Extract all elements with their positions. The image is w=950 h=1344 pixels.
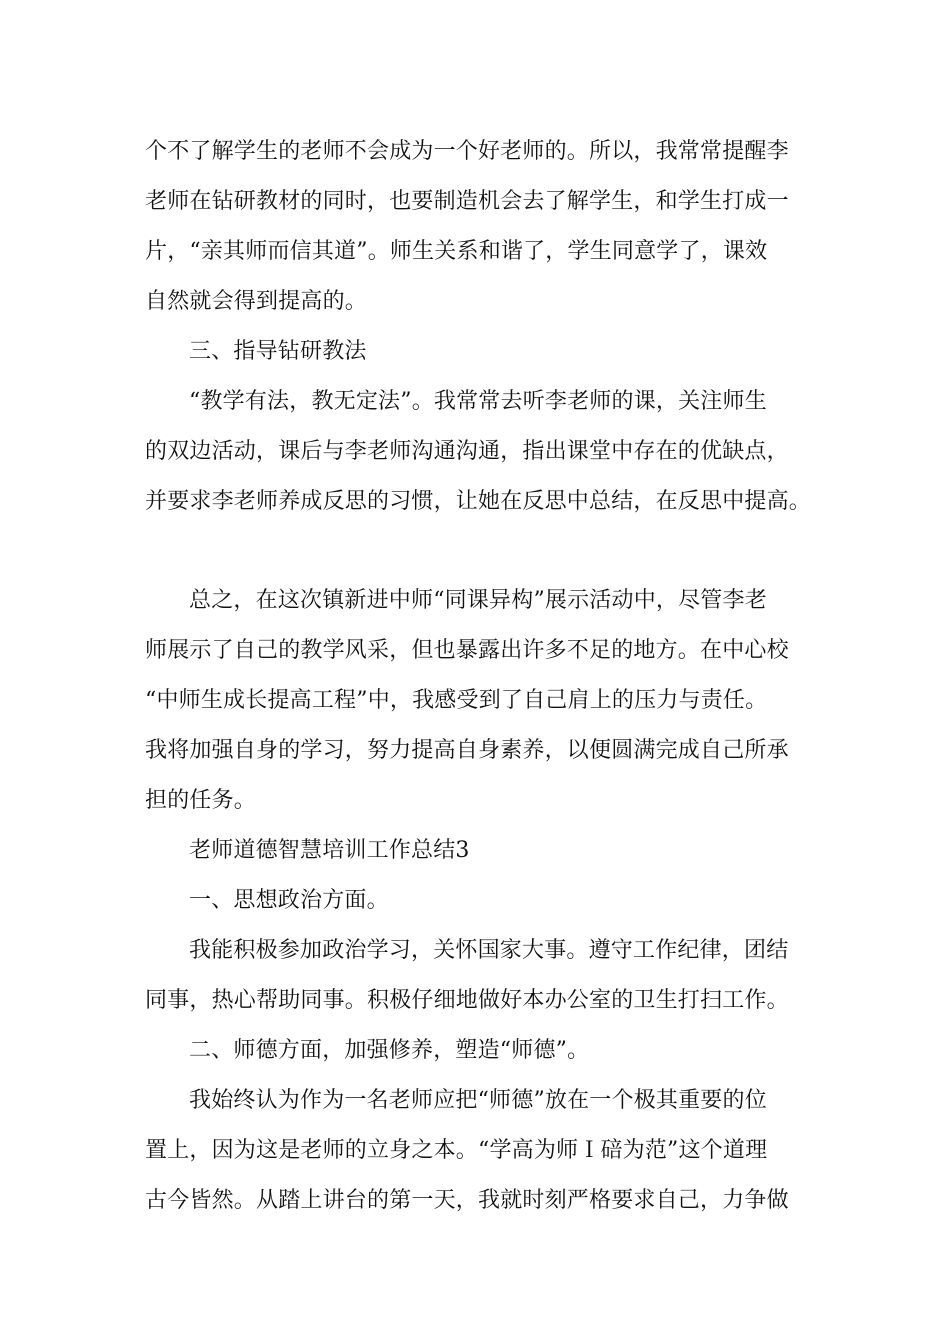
body-line: “中师生成长提高工程”中，我感受到了自己肩上的压力与责任。	[145, 688, 768, 713]
paragraph-first-line: 总之，在这次镇新进中师“同课异构”展示活动中，尽管李老	[189, 588, 767, 613]
section-heading: 二、师德方面，加强修养，塑造“师德”。	[189, 1038, 590, 1063]
body-line: 自然就会得到提高的。	[145, 289, 368, 314]
paragraph-first-line: 我能积极参加政治学习，关怀国家大事。遵守工作纪律，团结	[189, 938, 789, 963]
body-line: 片，“亲其师而信其道”。师生关系和谐了，学生同意学了，课效	[145, 239, 768, 264]
section-heading: 一、思想政治方面。	[189, 888, 389, 913]
paragraph-first-line: “教学有法，教无定法”。我常常去听李老师的课，关注师生	[189, 389, 767, 414]
body-line: 我将加强自身的学习，努力提高自身素养，以便圆满完成自己所承	[145, 738, 789, 763]
text-block-top	[145, 127, 825, 527]
body-line: 老师在钻研教材的同时，也要制造机会去了解学生，和学生打成一	[145, 189, 789, 214]
body-line: 的双边活动，课后与李老师沟通沟通，指出课堂中存在的优缺点，	[145, 439, 789, 464]
text-block-bottom	[145, 576, 825, 1226]
body-line: 担的任务。	[145, 788, 257, 813]
body-line: 同事，热心帮助同事。积极仔细地做好本办公室的卫生打扫工作。	[145, 988, 789, 1013]
body-line: 古今皆然。从踏上讲台的第一天，我就时刻严格要求自己，力争做	[145, 1188, 789, 1213]
body-line: 个不了解学生的老师不会成为一个好老师的。所以，我常常提醒李	[145, 139, 789, 164]
body-line: 并要求李老师养成反思的习惯，让她在反思中总结，在反思中提高。	[145, 489, 812, 514]
body-line: 置上，因为这是老师的立身之本。“学高为师Ｉ碚为范”这个道理	[145, 1138, 768, 1163]
body-line: 师展示了自己的教学风采，但也暴露出许多不足的地方。在中心校	[145, 638, 789, 663]
document-subtitle: 老师道德智慧培训工作总结3	[189, 838, 470, 863]
section-heading: 三、指导钻研教法	[189, 339, 367, 364]
paragraph-first-line: 我始终认为作为一名老师应把“师德”放在一个极其重要的位	[189, 1088, 767, 1113]
